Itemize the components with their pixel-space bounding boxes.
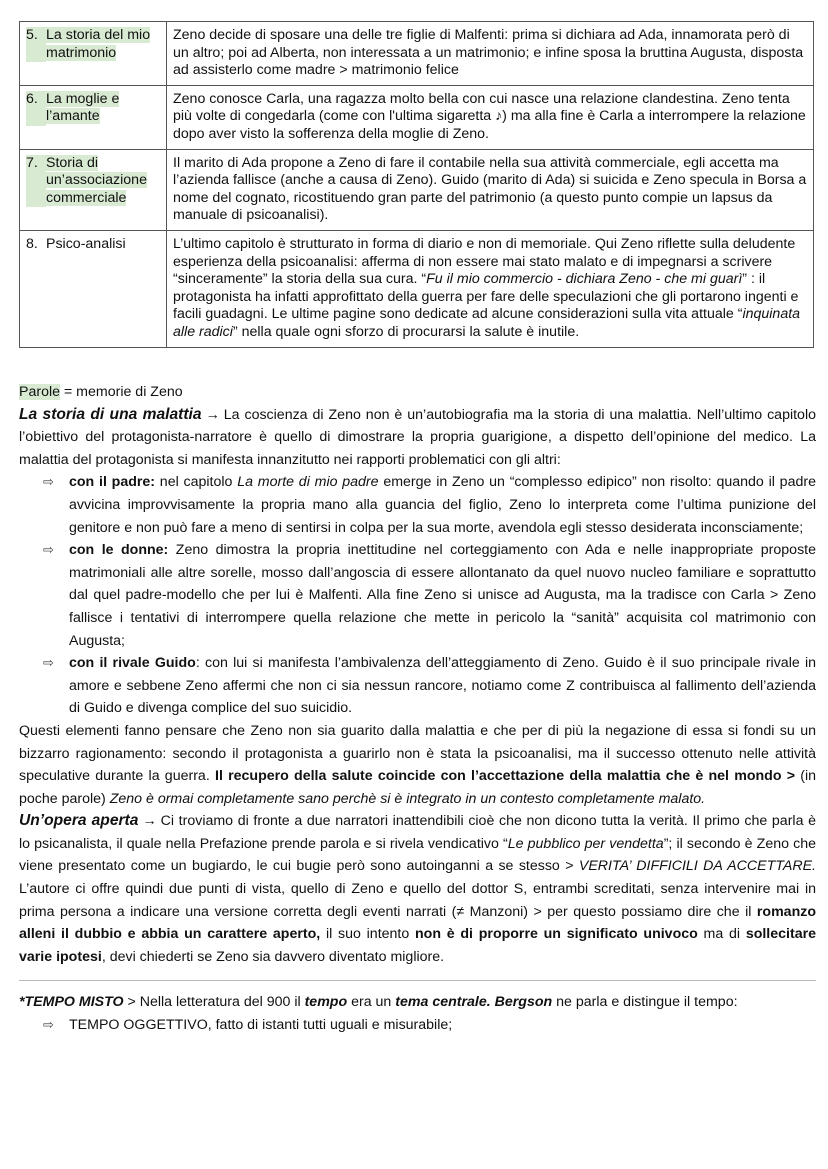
conclusion-paragraph: Questi elementi fanno pensare che Zeno non sia guarito dalla malattia e che per di più la negazione di essa si fondi su un bizzarro ragionamento: secondo il protagonista a guarirlo non è stata la psicoanalisi, ma il successo ottenuto nelle attività speculative durante la guerra. Il recupero della salute coincide con l’accettazione della malattia che è nel mondo > (in poche parole) Zeno è ormai completamente sano perchè si è integrato in un contesto completamente malato. — [19, 722, 817, 807]
chapter-title: Psico-analisi — [46, 235, 126, 252]
arrow-icon: → — [142, 813, 157, 830]
chapter-summary: Zeno conosce Carla, una ragazza molto bella con cui nasce una relazione clandestina. Zeno tenta più volte di congedarla (come con l'ultima sigaretta ♪) ma alla fine è Carla a interrompere la relazione dopo aver visto la sofferenza della moglie di Zeno. — [167, 85, 814, 149]
list-item: ⇨ con le donne: Zeno dimostra la propria inettitudine nel corteggiamento con Ada e nelle inappropriate proposte matrimoniali alle altre sorelle, mosso dall’angoscia di essere allontanato da quel nuovo nucleo familiare e soprattutto dal quel padre-modello che per lui è Malfenti. Alla fine Zeno si unisce ad Augusta, ma la tradisce con Carla > Zeno fallisce i tentativi di interrompere quella relazione che mette in pericolo la “sanità” acquisita col matrimonio con Augusta; — [69, 539, 816, 652]
arrow-bullet-icon: ⇨ — [43, 542, 54, 558]
chapter-summary: Zeno decide di sposare una delle tre figlie di Malfenti: prima si dichiara ad Ada, innamorata però di un altro; poi ad Alberta, non interessata a un matrimonio; e infine sposa la bruttina Augusta, disposta ad assisterlo come madre > matrimonio felice — [167, 22, 814, 86]
table-row — [20, 149, 814, 230]
list-item: ⇨ con il padre: nel capitolo La morte di mio padre emerge in Zeno un “complesso edipico” non risolto: quando il padre avvicina improvvisamente la propria mano alla guancia del figlio, Zeno lo interpreta come l’ultima punizione del genitore e non può fare a meno di sentirsi in colpa per la sua morte, avendola egli stesso desiderata inconsciamente; — [69, 471, 816, 539]
chapter-number: 8. — [26, 235, 38, 252]
relations-list — [19, 471, 816, 720]
chapter-title: La storia del mio matrimonio — [46, 27, 151, 61]
section-heading: La storia di una malattia — [19, 405, 202, 423]
section-heading: Un’opera aperta — [19, 812, 139, 830]
arrow-bullet-icon: ⇨ — [43, 474, 54, 490]
chapter-summary: L’ultimo capitolo è strutturato in forma di diario e non di memoriale. Qui Zeno riflette sulla deludente esperienza della psicoanalisi: afferma di non essere mai stato malato e di impegnarsi a scrivere “sinceramente” la storia della sua cura. “Fu il mio commercio - dichiara Zeno - che mi guarì” : il protagonista ha infatti approfittato della guerra per fare delle speculazioni che gli portarono ingenti e facili guadagni. Le ultime pagine sono dedicate ad alcune considerazioni sulla vita attuale “inquinata alle radici” nella quale ogni sforzo di procurarsi la salute è inutile. — [167, 230, 814, 347]
document-body — [19, 381, 816, 1037]
table-row — [20, 22, 814, 86]
arrow-bullet-icon: ⇨ — [43, 1017, 54, 1033]
chapters-table — [19, 21, 814, 348]
table-row — [20, 230, 814, 347]
table-row — [20, 85, 814, 149]
arrow-icon: → — [205, 406, 220, 423]
list-item: ⇨ TEMPO OGGETTIVO, fatto di istanti tutti uguali e misurabile; — [19, 1014, 816, 1037]
section-opera-aperta: Un’opera aperta → Ci troviamo di fronte a due narratori inattendibili cioè che non dicono tutta la verità. Il primo che parla è lo psicanalista, il quale nella Prefazione prende parola e si rivela vendicativo “Le pubblico per vendetta”; il secondo è Zeno che viene presentato come un bugiardo, le cui bugie però sono autoinganni a se stesso > VERITA’ DIFFICILI DA ACCETTARE. L’autore ci offre quindi due punti di vista, quello di Zeno e quello del dottor S, entrambi screditati, senza intervenire mai in prima persona a indicare una versione corretta degli eventi narrati (≠ Manzoni) > per questo possiamo dire che il romanzo alleni il dubbio e abbia un carattere aperto, il suo intento non è di proporre un significato univoco ma di sollecitare varie ipotesi, devi chiederti se Zeno sia davvero diventato migliore. — [19, 812, 817, 965]
arrow-bullet-icon: ⇨ — [43, 655, 54, 671]
list-item: ⇨ con il rivale Guido: con lui si manifesta l’ambivalenza dell’atteggiamento di Zeno. Guido è il suo principale rivale in amore e sebbene Zeno affermi che non ci sia nessun rancore, notiamo come Z contribuisca al fallimento dell’azienda di Guido e divenga complice del suo suicidio. — [69, 652, 816, 720]
chapter-number: 5. — [26, 27, 46, 62]
chapter-number: 6. — [26, 91, 46, 126]
note-line: Parole = memorie di Zeno — [19, 384, 183, 400]
section-malattia: La storia di una malattia → La coscienza di Zeno non è un’autobiografia ma la storia di una malattia. Nell’ultimo capitolo l’obiettivo del protagonista-narratore è quello di dimostrare la propria guarigione, a dispetto dell’opinione del medico. La malattia del protagonista si manifesta innanzitutto nei rapporti problematici con gli altri: — [19, 405, 816, 468]
divider — [19, 980, 816, 981]
chapter-title: La moglie e l’amante — [46, 90, 120, 125]
chapter-number: 7. — [26, 155, 46, 208]
tempo-misto-paragraph: *TEMPO MISTO > Nella letteratura del 900 il tempo era un tema centrale. Bergson ne parla e distingue il tempo: — [19, 994, 738, 1011]
chapter-title: Storia di un’associazione commerciale — [46, 154, 147, 206]
chapter-summary: Il marito di Ada propone a Zeno di fare il contabile nella sua attività commerciale, egli accetta ma l’azienda fallisce (anche a causa di Zeno). Guido (marito di Ada) si suicida e Zeno specula in Borsa a nome del cognato, ricostituendo gran parte del patrimonio (a questo punto compie un lapsus da manuale di psicoanalisi). — [167, 149, 814, 230]
